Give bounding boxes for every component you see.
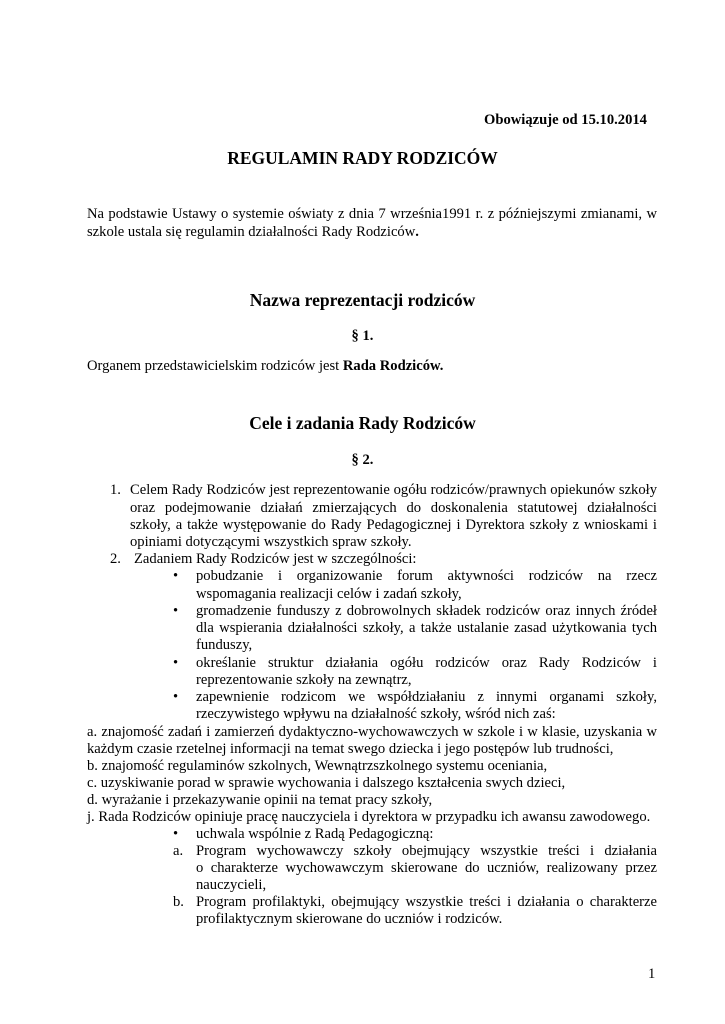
bullet-icon: • [173, 603, 179, 619]
section-1-heading: Nazwa reprezentacji rodziców [249, 290, 476, 310]
letter-item-line: j. Rada Rodziców opiniuje pracę nauczyciela i dyrektora w przypadku ich awansu zawodowego. [87, 809, 651, 825]
bullet-icon: • [173, 568, 179, 584]
section-1-text-bold: Rada Rodziców. [342, 358, 444, 374]
item-1-line: oraz podejmowanie działań zmierzających do doskonalenia statutowej działalności [130, 500, 657, 516]
sub-item-line: Program wychowawczy szkoły obejmujący wszystkie treści i działania [196, 843, 657, 859]
bullet-line: pobudzanie i organizowanie forum aktywności rodziców na rzecz [196, 568, 657, 584]
intro-line-2-bold: . [415, 224, 419, 240]
bullet-line: reprezentowanie szkoły na zewnątrz, [196, 672, 412, 688]
section-1-text [87, 358, 443, 375]
bullet-line: wspomagania realizacji celów i zadań szkoły, [196, 586, 462, 602]
item-1-number: 1. [110, 482, 121, 498]
section-2-heading: Cele i zadania Rady Rodziców [249, 413, 476, 433]
sub-item-line: profilaktycznym skierowane do uczniów i rodziców. [196, 911, 503, 927]
letter-item-line: d. wyrażanie i przekazywanie opinii na temat pracy szkoły, [87, 792, 433, 808]
section-1-paragraph-mark: § 1. [351, 328, 374, 344]
bullet-line: rzeczywistego wpływu na działalność szkoły, wśród nich zaś: [196, 706, 556, 722]
section-1-text-regular: Organem przedstawicielskim rodziców jest [87, 358, 343, 374]
item-2-text: Zadaniem Rady Rodziców jest w szczególności: [134, 551, 417, 567]
bullet-line: uchwala wspólnie z Radą Pedagogiczną: [196, 826, 434, 842]
item-1-line: Celem Rady Rodziców jest reprezentowanie ogółu rodziców/prawnych opiekunów szkoły [130, 482, 657, 498]
page-number: 1 [648, 966, 656, 982]
bullet-line: funduszy, [196, 637, 253, 653]
sub-item-line: o charakterze wychowawczym skierowane do uczniów, realizowany przez [196, 860, 657, 876]
letter-item-line: c. uzyskiwanie porad w sprawie wychowania i dalszego kształcenia swych dzieci, [87, 775, 566, 791]
bullet-line: gromadzenie funduszy z dobrowolnych składek rodziców oraz innych źródeł [196, 603, 657, 619]
section-2-paragraph-mark: § 2. [351, 452, 374, 468]
intro-line-2-text: szkole ustala się regulamin działalności Rady Rodziców [87, 224, 416, 240]
letter-item-line: b. znajomość regulaminów szkolnych, Wewnątrzszkolnego systemu oceniania, [87, 758, 548, 774]
bullet-icon: • [173, 655, 179, 671]
sub-item-line: nauczycieli, [196, 877, 267, 893]
item-2-number: 2. [110, 551, 121, 567]
intro-line-2 [87, 224, 419, 241]
bullet-icon: • [173, 689, 179, 705]
sub-item-line: Program profilaktyki, obejmujący wszystkie treści i działania o charakterze [196, 894, 657, 910]
letter-item-line: a. znajomość zadań i zamierzeń dydaktyczno-wychowawczych w szkole i w klasie, uzyskania w [87, 724, 657, 740]
bullet-line: określanie struktur działania ogółu rodziców oraz Rady Rodziców i [196, 655, 657, 671]
bullet-icon: • [173, 826, 179, 842]
letter-item-line: każdym czasie rzetelnej informacji na temat swego dziecka i jego postępów lub trudności, [87, 741, 614, 757]
document-title: REGULAMIN RADY RODZICÓW [227, 148, 498, 168]
effective-date: Obowiązuje od 15.10.2014 [484, 112, 647, 128]
bullet-line: dla wspierania działalności szkoły, a także ustalanie zasad użytkowania tych [196, 620, 657, 636]
sub-item-label: a. [173, 843, 184, 859]
bullet-line: zapewnienie rodzicom we współdziałaniu z innymi organami szkoły, [196, 689, 657, 705]
item-1-line: szkoły, a także występowanie do Rady Pedagogicznej i Dyrektora szkoły z wnioskami i [130, 517, 657, 533]
intro-line-1: Na podstawie Ustawy o systemie oświaty z dnia 7 września1991 r. z późniejszymi zmianami, w [87, 206, 657, 222]
item-1-line: opiniami dotyczącymi wszystkich spraw szkoły. [130, 534, 412, 550]
sub-item-label: b. [173, 894, 184, 910]
